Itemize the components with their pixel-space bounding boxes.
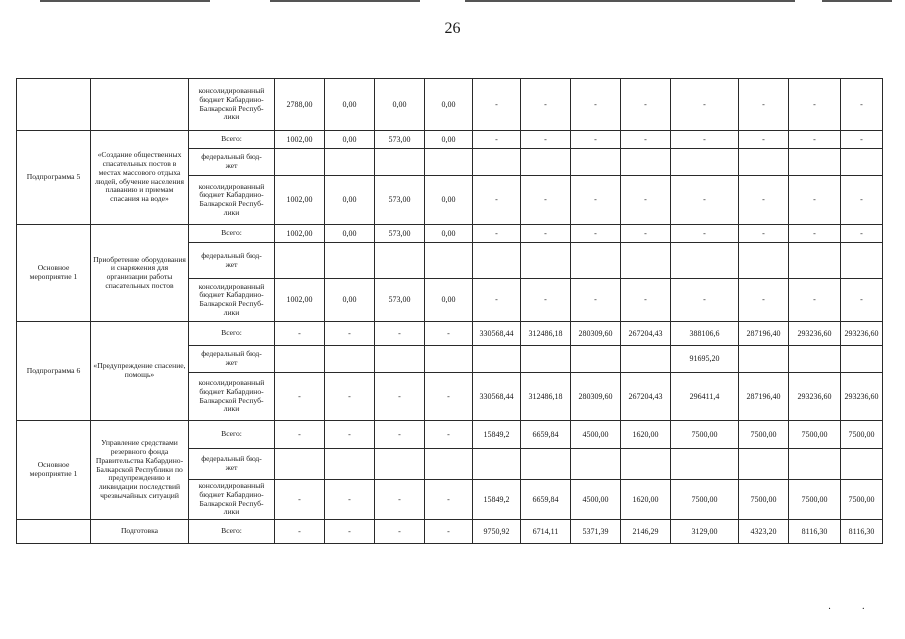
- amount-cell: 8116,30: [841, 520, 883, 544]
- amount-cell: 293236,60: [789, 373, 841, 421]
- scan-edge-line: [40, 0, 210, 2]
- program-description-cell: «Создание общественных спасательных постов в местах массового отдыха людей, обучение населения плаванию и приемам спасания на воде»: [91, 131, 189, 225]
- amount-cell: 267204,43: [621, 373, 671, 421]
- amount-cell: 0,00: [325, 279, 375, 322]
- amount-cell: -: [789, 225, 841, 243]
- amount-cell: -: [521, 131, 571, 149]
- amount-cell: [671, 149, 739, 176]
- amount-cell: -: [521, 225, 571, 243]
- amount-cell: [571, 149, 621, 176]
- amount-cell: -: [425, 373, 473, 421]
- amount-cell: 3129,00: [671, 520, 739, 544]
- amount-cell: 573,00: [375, 279, 425, 322]
- amount-cell: 7500,00: [739, 480, 789, 520]
- funding-source-cell: Всего:: [189, 322, 275, 346]
- amount-cell: -: [425, 480, 473, 520]
- amount-cell: 7500,00: [789, 480, 841, 520]
- scan-edge-line: [465, 0, 795, 2]
- program-name-cell: [17, 79, 91, 131]
- amount-cell: 0,00: [425, 279, 473, 322]
- amount-cell: -: [275, 520, 325, 544]
- amount-cell: -: [739, 279, 789, 322]
- amount-cell: -: [375, 520, 425, 544]
- amount-cell: -: [671, 131, 739, 149]
- table-row: [17, 225, 883, 243]
- amount-cell: [671, 449, 739, 480]
- amount-cell: 0,00: [325, 131, 375, 149]
- amount-cell: 573,00: [375, 225, 425, 243]
- program-description-cell: Подготовка: [91, 520, 189, 544]
- table-row: [17, 79, 883, 131]
- amount-cell: 1002,00: [275, 225, 325, 243]
- amount-cell: [325, 243, 375, 279]
- amount-cell: [841, 243, 883, 279]
- funding-source-cell: федеральный бюд- жет: [189, 449, 275, 480]
- amount-cell: 91695,20: [671, 346, 739, 373]
- amount-cell: 1620,00: [621, 421, 671, 449]
- amount-cell: -: [841, 279, 883, 322]
- amount-cell: -: [621, 225, 671, 243]
- amount-cell: 4323,20: [739, 520, 789, 544]
- funding-source-cell: консолидированный бюджет Кабардино-Балкарской Респуб- лики: [189, 373, 275, 421]
- amount-cell: -: [473, 176, 521, 225]
- table-row: [17, 520, 883, 544]
- amount-cell: [841, 149, 883, 176]
- amount-cell: [841, 449, 883, 480]
- amount-cell: 7500,00: [841, 421, 883, 449]
- amount-cell: -: [325, 421, 375, 449]
- amount-cell: -: [571, 131, 621, 149]
- amount-cell: [473, 149, 521, 176]
- amount-cell: 7500,00: [789, 421, 841, 449]
- amount-cell: -: [789, 131, 841, 149]
- amount-cell: 7500,00: [671, 421, 739, 449]
- amount-cell: 7500,00: [841, 480, 883, 520]
- amount-cell: [375, 449, 425, 480]
- amount-cell: 15849,2: [473, 480, 521, 520]
- funding-source-cell: Всего:: [189, 520, 275, 544]
- amount-cell: 573,00: [375, 176, 425, 225]
- amount-cell: 5371,39: [571, 520, 621, 544]
- amount-cell: -: [571, 225, 621, 243]
- table-row: [17, 131, 883, 149]
- amount-cell: 267204,43: [621, 322, 671, 346]
- scan-edge-line: [270, 0, 420, 2]
- amount-cell: -: [473, 225, 521, 243]
- amount-cell: -: [425, 520, 473, 544]
- amount-cell: 2146,29: [621, 520, 671, 544]
- amount-cell: 296411,4: [671, 373, 739, 421]
- amount-cell: [621, 449, 671, 480]
- amount-cell: 293236,60: [789, 322, 841, 346]
- amount-cell: 330568,44: [473, 373, 521, 421]
- amount-cell: -: [739, 131, 789, 149]
- amount-cell: 0,00: [325, 176, 375, 225]
- budget-table: [16, 78, 883, 544]
- amount-cell: -: [275, 373, 325, 421]
- amount-cell: 287196,40: [739, 373, 789, 421]
- amount-cell: 280309,60: [571, 322, 621, 346]
- amount-cell: 0,00: [325, 225, 375, 243]
- amount-cell: 573,00: [375, 131, 425, 149]
- amount-cell: -: [375, 421, 425, 449]
- program-description-cell: «Предупреждение спасение, помощь»: [91, 322, 189, 421]
- corner-marks: · ·: [827, 604, 879, 615]
- page-number: 26: [444, 20, 461, 37]
- amount-cell: -: [521, 79, 571, 131]
- amount-cell: -: [473, 131, 521, 149]
- amount-cell: 6714,11: [521, 520, 571, 544]
- scan-edge-line: [822, 0, 892, 2]
- amount-cell: [375, 149, 425, 176]
- amount-cell: [789, 449, 841, 480]
- amount-cell: -: [473, 79, 521, 131]
- amount-cell: -: [739, 176, 789, 225]
- amount-cell: [789, 149, 841, 176]
- amount-cell: [789, 346, 841, 373]
- program-name-cell: Подпрограмма 6: [17, 322, 91, 421]
- amount-cell: [375, 243, 425, 279]
- amount-cell: [739, 449, 789, 480]
- amount-cell: 6659,84: [521, 421, 571, 449]
- amount-cell: 9750,92: [473, 520, 521, 544]
- amount-cell: -: [325, 373, 375, 421]
- amount-cell: 8116,30: [789, 520, 841, 544]
- table-row: [17, 421, 883, 449]
- amount-cell: [521, 449, 571, 480]
- program-name-cell: Основное мероприятие 1: [17, 421, 91, 520]
- program-description-cell: Приобретение оборудования и снаряжения для организации работы спасательных постов: [91, 225, 189, 322]
- amount-cell: 312486,18: [521, 322, 571, 346]
- amount-cell: 330568,44: [473, 322, 521, 346]
- amount-cell: 4500,00: [571, 480, 621, 520]
- amount-cell: 7500,00: [739, 421, 789, 449]
- amount-cell: [739, 243, 789, 279]
- amount-cell: [571, 449, 621, 480]
- amount-cell: -: [841, 131, 883, 149]
- amount-cell: 0,00: [375, 79, 425, 131]
- amount-cell: -: [841, 225, 883, 243]
- amount-cell: 0,00: [425, 131, 473, 149]
- amount-cell: [621, 243, 671, 279]
- amount-cell: [473, 346, 521, 373]
- amount-cell: [275, 243, 325, 279]
- amount-cell: -: [739, 225, 789, 243]
- amount-cell: [621, 346, 671, 373]
- program-description-cell: Управление средствами резервного фонда Правительства Кабардино-Балкарской Республики по предупреждению и ликвидации последствий чрезвычайных ситуаций: [91, 421, 189, 520]
- amount-cell: [521, 243, 571, 279]
- amount-cell: -: [739, 79, 789, 131]
- amount-cell: [325, 346, 375, 373]
- amount-cell: -: [375, 373, 425, 421]
- amount-cell: 293236,60: [841, 373, 883, 421]
- amount-cell: [275, 149, 325, 176]
- amount-cell: -: [521, 176, 571, 225]
- amount-cell: 2788,00: [275, 79, 325, 131]
- amount-cell: 388106,6: [671, 322, 739, 346]
- amount-cell: [571, 243, 621, 279]
- amount-cell: -: [275, 322, 325, 346]
- amount-cell: 312486,18: [521, 373, 571, 421]
- amount-cell: [621, 149, 671, 176]
- amount-cell: -: [521, 279, 571, 322]
- amount-cell: 1002,00: [275, 279, 325, 322]
- amount-cell: 1002,00: [275, 176, 325, 225]
- amount-cell: -: [621, 131, 671, 149]
- amount-cell: 0,00: [425, 176, 473, 225]
- funding-source-cell: Всего:: [189, 225, 275, 243]
- program-name-cell: [17, 520, 91, 544]
- amount-cell: 293236,60: [841, 322, 883, 346]
- amount-cell: -: [325, 322, 375, 346]
- funding-source-cell: Всего:: [189, 131, 275, 149]
- amount-cell: 280309,60: [571, 373, 621, 421]
- amount-cell: [521, 149, 571, 176]
- amount-cell: [425, 346, 473, 373]
- amount-cell: 15849,2: [473, 421, 521, 449]
- amount-cell: -: [375, 480, 425, 520]
- amount-cell: -: [621, 279, 671, 322]
- amount-cell: -: [325, 520, 375, 544]
- amount-cell: 0,00: [325, 79, 375, 131]
- amount-cell: -: [789, 79, 841, 131]
- amount-cell: -: [325, 480, 375, 520]
- amount-cell: [739, 346, 789, 373]
- funding-source-cell: федеральный бюд- жет: [189, 346, 275, 373]
- funding-source-cell: федеральный бюд- жет: [189, 243, 275, 279]
- funding-source-cell: федеральный бюд- жет: [189, 149, 275, 176]
- amount-cell: [425, 449, 473, 480]
- amount-cell: 7500,00: [671, 480, 739, 520]
- amount-cell: [275, 449, 325, 480]
- amount-cell: -: [571, 176, 621, 225]
- amount-cell: -: [571, 79, 621, 131]
- amount-cell: -: [671, 279, 739, 322]
- amount-cell: 287196,40: [739, 322, 789, 346]
- table-row: [17, 322, 883, 346]
- funding-source-cell: Всего:: [189, 421, 275, 449]
- amount-cell: -: [571, 279, 621, 322]
- amount-cell: [739, 149, 789, 176]
- amount-cell: -: [375, 322, 425, 346]
- amount-cell: 1002,00: [275, 131, 325, 149]
- amount-cell: -: [473, 279, 521, 322]
- amount-cell: [671, 243, 739, 279]
- amount-cell: -: [275, 480, 325, 520]
- amount-cell: 6659,84: [521, 480, 571, 520]
- amount-cell: -: [425, 421, 473, 449]
- amount-cell: 0,00: [425, 225, 473, 243]
- amount-cell: -: [789, 176, 841, 225]
- program-description-cell: [91, 79, 189, 131]
- amount-cell: [473, 449, 521, 480]
- funding-source-cell: консолидированный бюджет Кабардино-Балкарской Респуб- лики: [189, 79, 275, 131]
- amount-cell: [325, 149, 375, 176]
- amount-cell: [425, 243, 473, 279]
- amount-cell: [375, 346, 425, 373]
- amount-cell: -: [841, 79, 883, 131]
- amount-cell: -: [671, 225, 739, 243]
- amount-cell: 4500,00: [571, 421, 621, 449]
- amount-cell: [841, 346, 883, 373]
- amount-cell: -: [671, 79, 739, 131]
- amount-cell: 0,00: [425, 79, 473, 131]
- amount-cell: -: [621, 79, 671, 131]
- funding-source-cell: консолидированный бюджет Кабардино-Балкарской Респуб- лики: [189, 176, 275, 225]
- amount-cell: -: [841, 176, 883, 225]
- amount-cell: [789, 243, 841, 279]
- amount-cell: -: [789, 279, 841, 322]
- amount-cell: [425, 149, 473, 176]
- amount-cell: 1620,00: [621, 480, 671, 520]
- amount-cell: -: [671, 176, 739, 225]
- funding-source-cell: консолидированный бюджет Кабардино-Балкарской Респуб- лики: [189, 279, 275, 322]
- funding-source-cell: консолидированный бюджет Кабардино-Балкарской Респуб- лики: [189, 480, 275, 520]
- amount-cell: [473, 243, 521, 279]
- program-name-cell: Подпрограмма 5: [17, 131, 91, 225]
- amount-cell: [571, 346, 621, 373]
- amount-cell: -: [425, 322, 473, 346]
- program-name-cell: Основное мероприятие 1: [17, 225, 91, 322]
- amount-cell: [521, 346, 571, 373]
- amount-cell: -: [275, 421, 325, 449]
- amount-cell: [325, 449, 375, 480]
- amount-cell: -: [621, 176, 671, 225]
- amount-cell: [275, 346, 325, 373]
